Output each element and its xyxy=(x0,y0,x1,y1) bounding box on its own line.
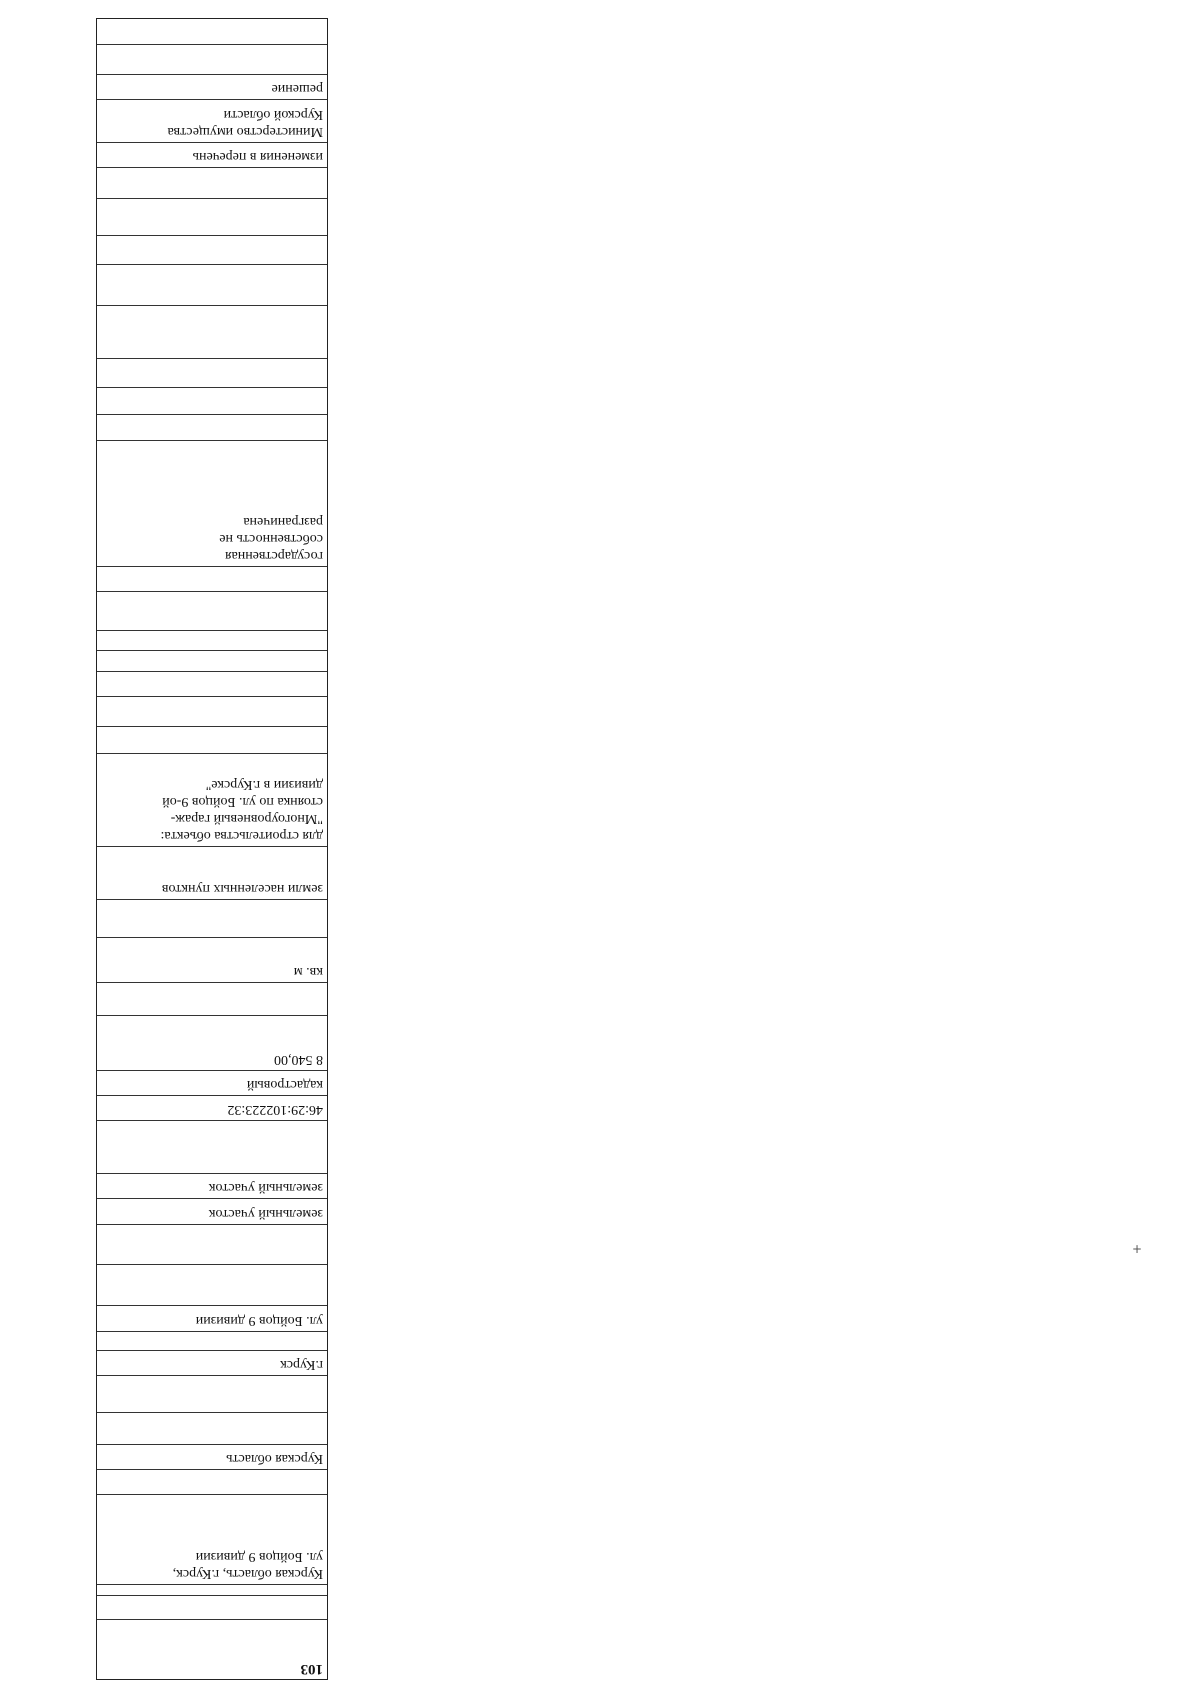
scan-speck: + xyxy=(1132,1242,1143,1256)
table-cell: изменения в перечень xyxy=(97,142,327,167)
table-cell xyxy=(97,414,327,439)
table-cell xyxy=(97,305,327,357)
table-cell xyxy=(97,982,327,1015)
table-cell: 103 xyxy=(97,1619,327,1679)
table-cell xyxy=(97,696,327,725)
table-cell xyxy=(97,1584,327,1596)
table-cell xyxy=(97,1469,327,1494)
table-cell xyxy=(97,671,327,696)
table-cell: Курская область, г.Курск, ул. Бойцов 9 дивизии xyxy=(97,1494,327,1583)
register-table xyxy=(96,18,328,1680)
table-cell xyxy=(97,1331,327,1351)
table-cell xyxy=(97,44,327,73)
table-cell xyxy=(97,1595,327,1618)
table-cell xyxy=(97,726,327,753)
table-cell xyxy=(97,235,327,264)
table-cell xyxy=(97,1224,327,1265)
table-cell: г.Курск xyxy=(97,1350,327,1375)
table-cell xyxy=(97,566,327,591)
table-cell xyxy=(97,650,327,671)
table-cell xyxy=(97,899,327,938)
table-cell xyxy=(97,265,327,306)
table-cell xyxy=(97,1412,327,1443)
table-cell: решение xyxy=(97,74,327,99)
table-cell: 46:29:102223:32 xyxy=(97,1095,327,1120)
table-cell: земельный участок xyxy=(97,1173,327,1198)
table-cell xyxy=(97,358,327,387)
table-cell: 8 540,00 xyxy=(97,1015,327,1069)
table-cell: Министерство имущества Курской области xyxy=(97,99,327,142)
table-cell xyxy=(97,19,327,44)
table-cell: ул. Бойцов 9 дивизии xyxy=(97,1305,327,1330)
table-cell: земельный участок xyxy=(97,1198,327,1223)
table-cell: Курская область xyxy=(97,1444,327,1469)
table-cell: кадастровый xyxy=(97,1070,327,1095)
table-cell xyxy=(97,167,327,198)
table-cell xyxy=(97,387,327,414)
table-cell xyxy=(97,1375,327,1412)
table-cell: для строительства объекта: "Многоуровневый гараж- стоянка по ул. Бойцов 9-ой дивизии в г.Курске" xyxy=(97,753,327,846)
table-cell xyxy=(97,630,327,650)
table-cell xyxy=(97,1120,327,1172)
table-cell: кв. м xyxy=(97,937,327,982)
table-cell xyxy=(97,198,327,235)
table-cell xyxy=(97,1264,327,1305)
table-cell: государственная собственность не разграничена xyxy=(97,440,327,566)
table-cell xyxy=(97,591,327,630)
table-cell: земли населенных пунктов xyxy=(97,846,327,898)
